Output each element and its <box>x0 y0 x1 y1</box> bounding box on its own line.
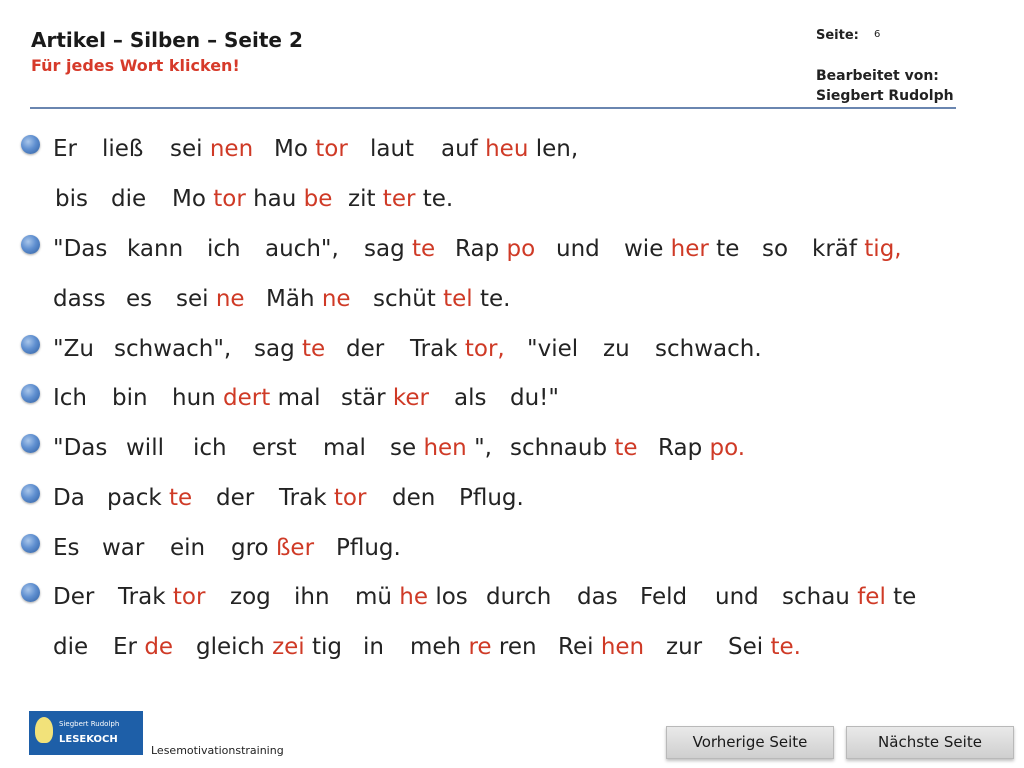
syllable: te <box>168 485 193 511</box>
syllable: wie <box>624 236 664 262</box>
footer-label: Lesemotivationstraining <box>151 744 284 757</box>
word[interactable] <box>53 378 87 418</box>
word[interactable] <box>762 229 788 269</box>
syllable: Es <box>53 535 80 561</box>
syllable: tor <box>333 485 367 511</box>
syllable: mü <box>355 584 392 610</box>
word[interactable] <box>658 428 745 468</box>
syllable: po. <box>709 435 746 461</box>
syllable: ließ <box>102 136 144 162</box>
word[interactable] <box>172 179 332 219</box>
word[interactable] <box>53 329 94 369</box>
syllable: te. <box>422 186 454 212</box>
previous-page-button[interactable]: Vorherige Seite <box>666 726 834 759</box>
syllable: zit <box>348 186 376 212</box>
word[interactable] <box>207 229 241 269</box>
syllable: auch", <box>265 236 339 262</box>
syllable: Mo <box>172 186 206 212</box>
syllable: pack <box>107 485 162 511</box>
word[interactable] <box>577 577 618 617</box>
syllable: gleich <box>196 634 265 660</box>
syllable: bis <box>55 186 88 212</box>
word[interactable] <box>111 179 146 219</box>
syllable: will <box>126 435 164 461</box>
syllable: hen <box>600 634 645 660</box>
syllable: tor, <box>464 336 505 362</box>
syllable: sag <box>364 236 405 262</box>
syllable: zog <box>230 584 271 610</box>
syllable: te. <box>480 286 511 312</box>
page-number: 6 <box>874 29 881 40</box>
syllable: den <box>392 485 436 511</box>
syllable: ich <box>207 236 241 262</box>
lesekoch-logo <box>29 711 143 755</box>
word[interactable] <box>812 229 902 269</box>
syllable: ne <box>321 286 351 312</box>
word[interactable] <box>112 378 148 418</box>
syllable: "viel <box>527 336 579 362</box>
word[interactable] <box>370 129 414 169</box>
word[interactable] <box>53 478 85 518</box>
syllable: das <box>577 584 618 610</box>
word[interactable] <box>176 279 245 319</box>
text-line <box>0 627 1000 667</box>
word[interactable] <box>392 478 435 518</box>
syllable: dert <box>223 385 271 411</box>
syllable: Mo <box>274 136 308 162</box>
syllable: als <box>454 385 487 411</box>
syllable: ren <box>498 634 537 660</box>
word[interactable] <box>126 428 164 468</box>
syllable: schnaub <box>510 435 608 461</box>
syllable: meh <box>410 634 462 660</box>
syllable: tor <box>213 186 246 212</box>
syllable: ter <box>382 186 416 212</box>
word[interactable] <box>266 279 351 319</box>
syllable: ", <box>474 435 492 461</box>
word[interactable] <box>364 229 435 269</box>
syllable: Ich <box>53 385 88 411</box>
syllable: durch <box>486 584 552 610</box>
syllable: her <box>670 236 709 262</box>
syllable: Trak <box>279 485 327 511</box>
syllable: te. <box>770 634 801 660</box>
page-title: Artikel – Silben – Seite 2 <box>31 28 303 52</box>
syllable: der <box>346 336 385 362</box>
word[interactable] <box>118 577 205 617</box>
text-line <box>0 428 1000 468</box>
syllable: Sei <box>728 634 764 660</box>
syllable: se <box>390 435 417 461</box>
text-line <box>0 577 1000 617</box>
word[interactable] <box>172 378 320 418</box>
text-line <box>0 129 1000 169</box>
syllable: tor <box>315 136 348 162</box>
syllable: mal <box>323 435 366 461</box>
syllable: te <box>412 236 436 262</box>
syllable: Trak <box>410 336 458 362</box>
word[interactable] <box>170 129 253 169</box>
word[interactable] <box>510 428 638 468</box>
syllable: re <box>468 634 492 660</box>
syllable: dass <box>53 286 106 312</box>
syllable: bin <box>112 385 148 411</box>
syllable: len, <box>535 136 579 162</box>
text-line <box>0 179 1000 219</box>
word[interactable] <box>373 279 510 319</box>
word[interactable] <box>410 627 537 667</box>
syllable: tig, <box>864 236 902 262</box>
syllable: te <box>614 435 638 461</box>
syllable: Er <box>113 634 137 660</box>
word[interactable] <box>454 378 486 418</box>
logo-brand: LESEKOCH <box>59 734 118 745</box>
word[interactable] <box>655 329 762 369</box>
word[interactable] <box>107 478 192 518</box>
syllable: auf <box>441 136 478 162</box>
syllable: zei <box>272 634 305 660</box>
syllable: nen <box>209 136 254 162</box>
syllable: gro <box>231 535 269 561</box>
word[interactable] <box>196 627 342 667</box>
word[interactable] <box>294 577 330 617</box>
syllable: hun <box>172 385 216 411</box>
syllable: tel <box>443 286 473 312</box>
word[interactable] <box>53 577 94 617</box>
word[interactable] <box>193 428 227 468</box>
word[interactable] <box>53 627 88 667</box>
syllable: war <box>102 535 145 561</box>
syllable: schwach. <box>655 336 762 362</box>
word[interactable] <box>363 627 384 667</box>
syllable: Mäh <box>266 286 315 312</box>
syllable: schwach", <box>114 336 232 362</box>
text-line <box>0 378 1000 418</box>
word[interactable] <box>486 577 551 617</box>
syllable: die <box>53 634 89 660</box>
word[interactable] <box>603 329 630 369</box>
syllable: ker <box>392 385 429 411</box>
syllable: laut <box>370 136 415 162</box>
word[interactable] <box>666 627 702 667</box>
syllable: Trak <box>118 584 166 610</box>
syllable: schau <box>782 584 850 610</box>
syllable: po <box>506 236 536 262</box>
word[interactable] <box>510 378 559 418</box>
text-line <box>0 229 1000 269</box>
word[interactable] <box>252 428 297 468</box>
word[interactable] <box>265 229 339 269</box>
word[interactable] <box>231 528 314 568</box>
word[interactable] <box>53 129 77 169</box>
syllable: zur <box>666 634 703 660</box>
word[interactable] <box>355 577 468 617</box>
syllable: Rei <box>558 634 594 660</box>
syllable: tor <box>172 584 206 610</box>
word[interactable] <box>55 179 88 219</box>
syllable: erst <box>252 435 297 461</box>
word[interactable] <box>113 627 173 667</box>
syllable: stär <box>341 385 386 411</box>
word[interactable] <box>441 129 578 169</box>
word[interactable] <box>348 179 453 219</box>
word[interactable] <box>323 428 366 468</box>
word[interactable] <box>728 627 801 667</box>
editor-label: Bearbeitet von: <box>816 68 939 84</box>
word[interactable] <box>53 428 107 468</box>
instruction-text: Für jedes Wort klicken! <box>31 56 240 75</box>
syllable: Pflug. <box>459 485 524 511</box>
syllable: be <box>303 186 333 212</box>
logo-author: Siegbert Rudolph <box>59 720 120 728</box>
syllable: "Das <box>53 236 108 262</box>
syllable: ihn <box>294 584 330 610</box>
word[interactable] <box>640 577 687 617</box>
syllable: ich <box>193 435 227 461</box>
syllable: hen <box>423 435 467 461</box>
word[interactable] <box>170 528 205 568</box>
word[interactable] <box>341 378 429 418</box>
syllable: und <box>715 584 759 610</box>
next-page-button[interactable]: Nächste Seite <box>846 726 1014 759</box>
word[interactable] <box>527 329 578 369</box>
word[interactable] <box>216 478 254 518</box>
syllable: Feld <box>640 584 688 610</box>
word[interactable] <box>53 229 107 269</box>
word[interactable] <box>558 627 644 667</box>
syllable: es <box>126 286 153 312</box>
word[interactable] <box>455 229 535 269</box>
syllable: te <box>302 336 326 362</box>
syllable: ne <box>215 286 245 312</box>
syllable: Der <box>53 584 95 610</box>
syllable: du!" <box>510 385 559 411</box>
syllable: Er <box>53 136 77 162</box>
syllable: so <box>762 236 789 262</box>
word[interactable] <box>53 279 106 319</box>
syllable: de <box>144 634 174 660</box>
syllable: tig <box>312 634 343 660</box>
syllable: Pflug. <box>336 535 401 561</box>
syllable: schüt <box>373 286 436 312</box>
syllable: die <box>111 186 147 212</box>
syllable: ßer <box>275 535 315 561</box>
text-line <box>0 528 1000 568</box>
word[interactable] <box>102 528 144 568</box>
text-line <box>0 279 1000 319</box>
word[interactable] <box>782 577 916 617</box>
word[interactable] <box>126 279 152 319</box>
syllable: "Das <box>53 435 108 461</box>
word[interactable] <box>254 329 325 369</box>
syllable: in <box>363 634 384 660</box>
syllable: los <box>435 584 468 610</box>
word[interactable] <box>114 329 231 369</box>
syllable: fel <box>857 584 886 610</box>
lightbulb-icon <box>35 717 53 743</box>
syllable: he <box>399 584 429 610</box>
word[interactable] <box>279 478 366 518</box>
syllable: kann <box>127 236 184 262</box>
word[interactable] <box>230 577 271 617</box>
word[interactable] <box>459 478 524 518</box>
editor-name: Siegbert Rudolph <box>816 88 954 104</box>
syllable: kräf <box>812 236 857 262</box>
syllable: ein <box>170 535 206 561</box>
word[interactable] <box>53 528 80 568</box>
word[interactable] <box>624 229 739 269</box>
word[interactable] <box>274 129 348 169</box>
syllable: sei <box>170 136 203 162</box>
syllable: te <box>893 584 917 610</box>
word[interactable] <box>127 229 183 269</box>
word[interactable] <box>102 129 143 169</box>
word[interactable] <box>715 577 759 617</box>
word[interactable] <box>336 528 401 568</box>
syllable: Rap <box>455 236 500 262</box>
syllable: sei <box>176 286 209 312</box>
syllable: Da <box>53 485 85 511</box>
page-label: Seite: <box>816 28 859 43</box>
syllable: "Zu <box>53 336 94 362</box>
word[interactable] <box>390 428 492 468</box>
text-line <box>0 329 1000 369</box>
syllable: und <box>556 236 600 262</box>
syllable: te <box>716 236 740 262</box>
syllable: mal <box>277 385 321 411</box>
word[interactable] <box>556 229 600 269</box>
syllable: Rap <box>658 435 703 461</box>
syllable: heu <box>485 136 529 162</box>
word[interactable] <box>346 329 384 369</box>
syllable: zu <box>603 336 630 362</box>
word[interactable] <box>410 329 505 369</box>
text-line <box>0 478 1000 518</box>
syllable: der <box>216 485 255 511</box>
syllable: sag <box>254 336 295 362</box>
syllable: hau <box>253 186 297 212</box>
